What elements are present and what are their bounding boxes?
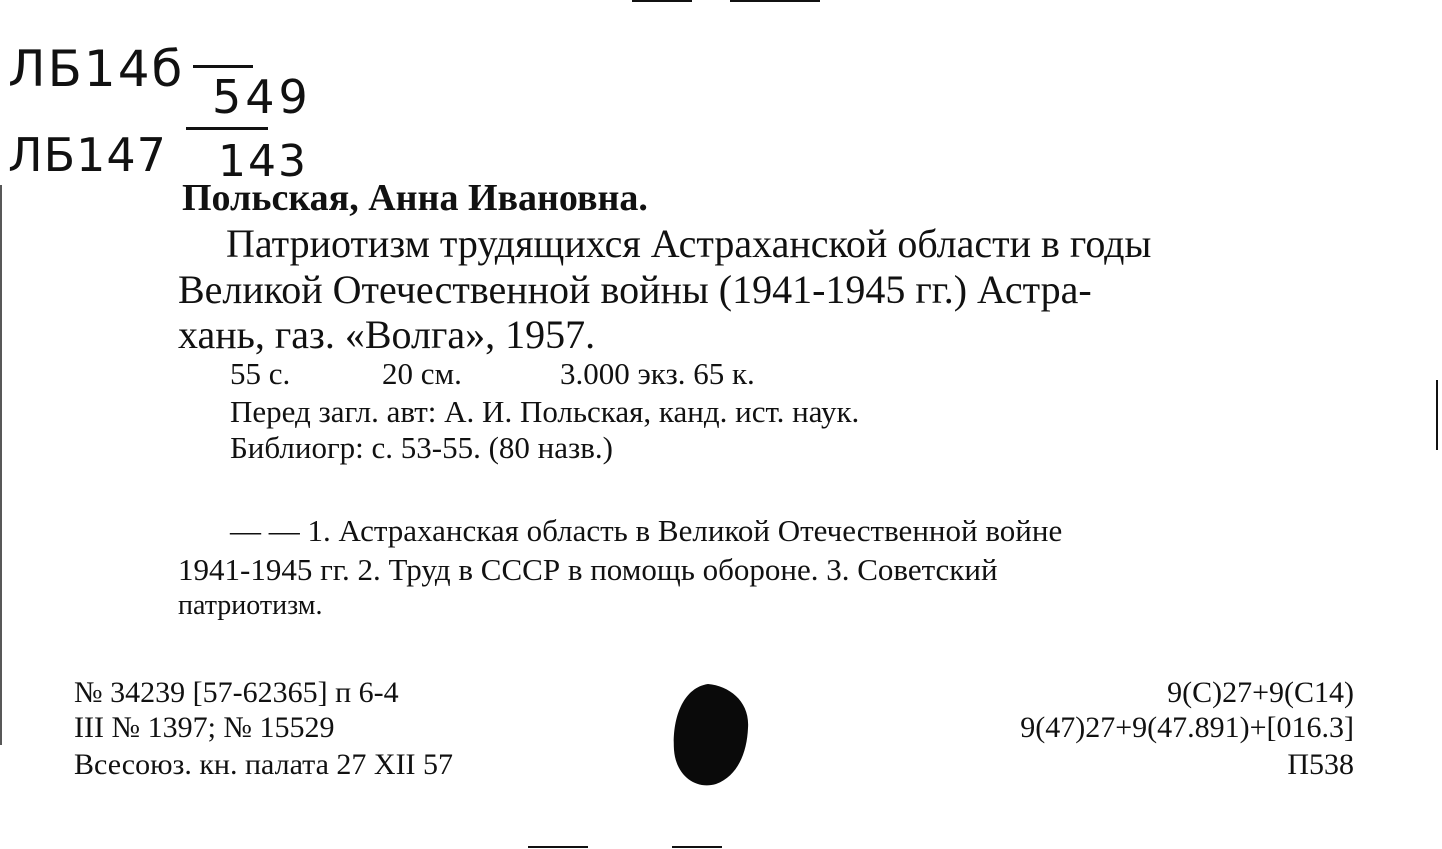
fraction-line	[186, 127, 268, 130]
author-heading: Польская, Анна Ивановна.	[182, 177, 648, 219]
author-mark: П538	[1287, 748, 1354, 781]
chamber-date: Всесоюз. кн. палата 27 XII 57	[74, 748, 454, 781]
copies-price: 3.000 экз. 65 к.	[560, 356, 755, 391]
handwritten-number-2: 143	[218, 136, 308, 187]
record-number: № 34239 [57-62365] п 6-4	[74, 676, 399, 709]
edge-mark	[0, 185, 2, 745]
title-line: хань, газ. «Волга», 1957.	[178, 312, 596, 357]
handwritten-number-1: 549	[212, 70, 312, 124]
edge-mark	[1436, 380, 1438, 450]
handwritten-code-2: ЛБ147	[8, 128, 167, 182]
size: 20 см.	[382, 356, 462, 391]
scan-mark	[632, 0, 692, 2]
scan-mark	[672, 846, 722, 848]
handwritten-code-1: ЛБ14б	[8, 40, 185, 98]
fraction-line	[193, 65, 253, 68]
title-line: Великой Отечественной войны (1941-1945 гг.) Астра-	[178, 267, 1092, 312]
subject-line: — — 1. Астраханская область в Великой Отечественной войне	[230, 513, 1063, 548]
author-note: Перед загл. авт: А. И. Польская, канд. ист. наук.	[230, 394, 860, 429]
classification-2: 9(47)27+9(47.891)+[016.3]	[1020, 711, 1354, 744]
register-number: III № 1397; № 15529	[74, 711, 335, 744]
subject-line: патриотизм.	[178, 590, 323, 621]
scan-mark	[730, 0, 820, 2]
subject-line: 1941-1945 гг. 2. Труд в СССР в помощь обороне. 3. Советский	[178, 552, 998, 587]
punch-hole	[668, 680, 754, 792]
scan-mark	[528, 846, 588, 848]
pages: 55 с.	[230, 356, 291, 391]
classification-1: 9(С)27+9(С14)	[1167, 676, 1354, 709]
bibliography-note: Библиогр: с. 53-55. (80 назв.)	[230, 430, 613, 465]
title-line: Патриотизм трудящихся Астраханской области в годы	[226, 221, 1152, 266]
